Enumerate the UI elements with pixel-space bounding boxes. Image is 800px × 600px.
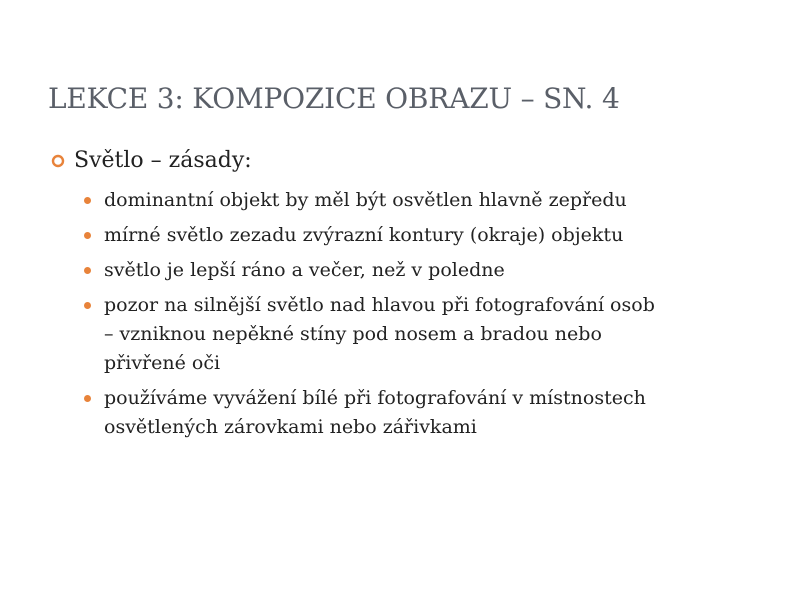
dot-bullet-icon [84, 232, 91, 239]
dot-bullet-icon [84, 302, 91, 309]
bullet-item [104, 384, 668, 442]
bullet-item [104, 186, 668, 215]
bullet-text: pozor na silnější světlo nad hlavou při fotografování osob – vzniknou nepěkné stíny pod nosem a bradou nebo přivřené oči [104, 294, 655, 374]
bullet-item [104, 221, 668, 250]
bullet-list [48, 186, 668, 442]
main-point-text: Světlo – zásady: [74, 148, 252, 173]
slide-content [48, 146, 668, 448]
ring-bullet-icon [51, 154, 65, 168]
dot-bullet-icon [84, 267, 91, 274]
bullet-item [104, 256, 668, 285]
bullet-item [104, 291, 668, 378]
dot-bullet-icon [84, 395, 91, 402]
main-point [48, 146, 668, 176]
bullet-text: dominantní objekt by měl být osvětlen hlavně zepředu [104, 189, 627, 211]
dot-bullet-icon [84, 197, 91, 204]
bullet-text: mírné světlo zezadu zvýrazní kontury (okraje) objektu [104, 224, 624, 246]
slide-title: LEKCE 3: KOMPOZICE OBRAZU – SN. 4 [48, 82, 620, 115]
bullet-text: používáme vyvážení bílé při fotografování v místnostech osvětlených zárovkami nebo zářivkami [104, 387, 646, 438]
bullet-text: světlo je lepší ráno a večer, než v poledne [104, 259, 505, 281]
